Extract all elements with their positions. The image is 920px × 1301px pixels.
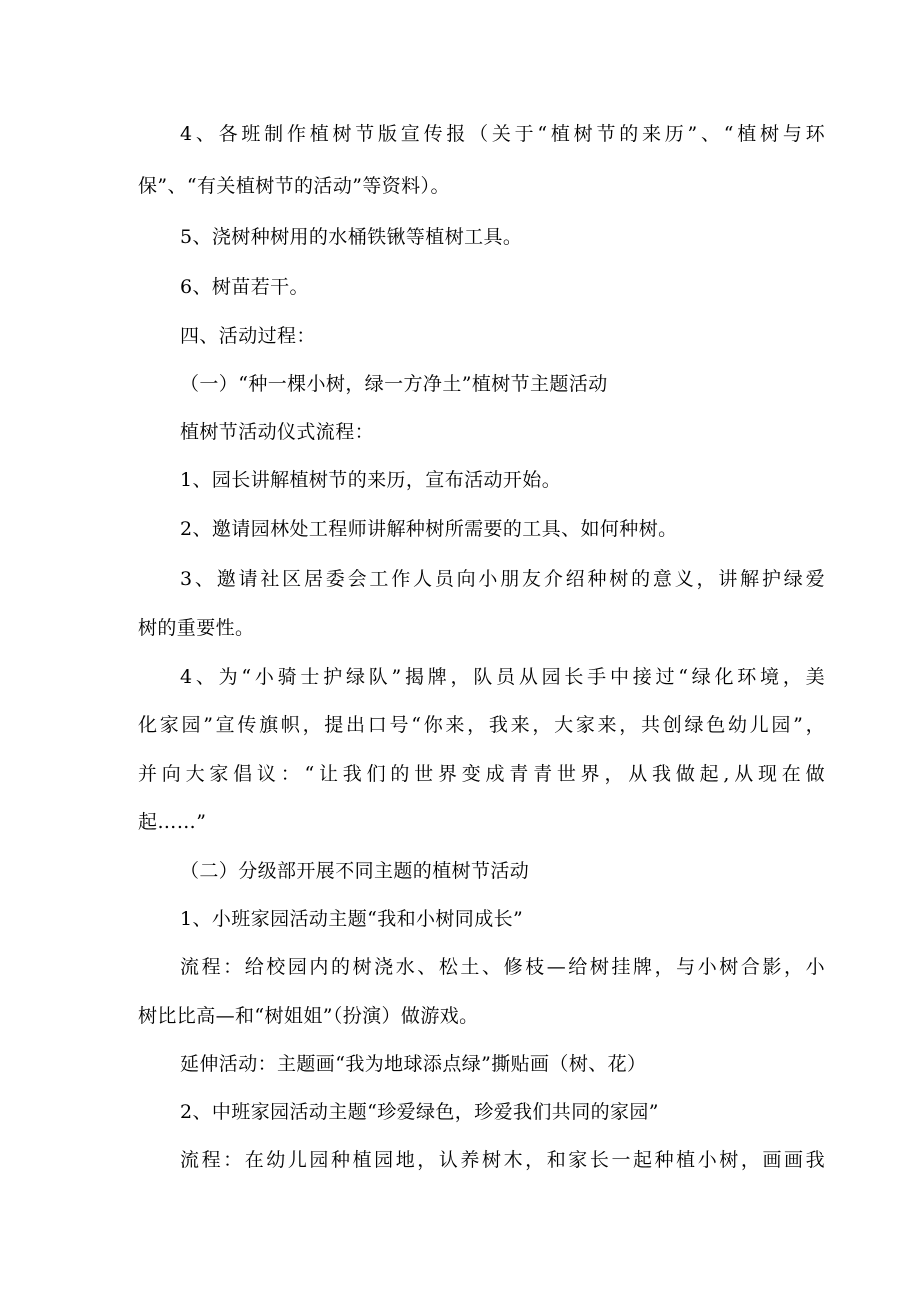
extension-activity: 延伸活动：主题画“我为地球添点绿”撕贴画（树、花） [180,1053,647,1075]
middle-class-theme: 2、中班家园活动主题“珍爱绿色，珍爱我们共同的家园” [180,1101,659,1123]
subsection-heading-2: （二）分级部开展不同主题的植树节活动 [180,860,530,882]
paragraph-item-5: 5、浇树种树用的水桶铁锹等植树工具。 [180,226,523,248]
paragraph-item-4-line-1: 4、各班制作植树节版宣传报（关于“植树节的来历”、“植树与环 [180,123,825,145]
ceremony-step-1: 1、园长讲解植树节的来历，宣布活动开始。 [180,469,562,491]
ceremony-step-4-line-1: 4、为“小骑士护绿队”揭牌，队员从园长手中接过“绿化环境，美 [180,666,825,688]
ceremony-step-3-line-2: 树的重要性。 [138,617,255,639]
ceremony-step-4-line-3: 并向大家倡议：“让我们的世界变成青青世界，从我做起,从现在做 [138,763,825,785]
small-class-flow-line-2: 树比比高—和“树姐姐”（扮演）做游戏。 [138,1005,479,1027]
paragraph-item-6: 6、树苗若干。 [180,276,309,298]
middle-class-flow-line-1: 流程：在幼儿园种植园地，认养树木，和家长一起种植小树，画画我 [180,1149,825,1171]
ceremony-step-4-line-2: 化家园”宣传旗帜，提出口号“你来，我来，大家来，共创绿色幼儿园”， [138,714,825,736]
ceremony-step-2: 2、邀请园林处工程师讲解种树所需要的工具、如何种树。 [180,518,678,540]
section-heading-4: 四、活动过程： [180,325,316,347]
subsection-heading-1: （一）“种一棵小树，绿一方净土”植树节主题活动 [180,373,608,395]
ceremony-flow-heading: 植树节活动仪式流程： [180,421,375,443]
ceremony-step-4-line-4: 起……” [138,811,207,833]
paragraph-item-4-line-2: 保”、“有关植树节的活动”等资料）。 [138,175,450,197]
small-class-theme: 1、小班家园活动主题“我和小树同成长” [180,908,524,930]
ceremony-step-3-line-1: 3、邀请社区居委会工作人员向小朋友介绍种树的意义，讲解护绿爱 [180,568,825,590]
small-class-flow-line-1: 流程：给校园内的树浇水、松土、修枝—给树挂牌，与小树合影，小 [180,956,825,978]
